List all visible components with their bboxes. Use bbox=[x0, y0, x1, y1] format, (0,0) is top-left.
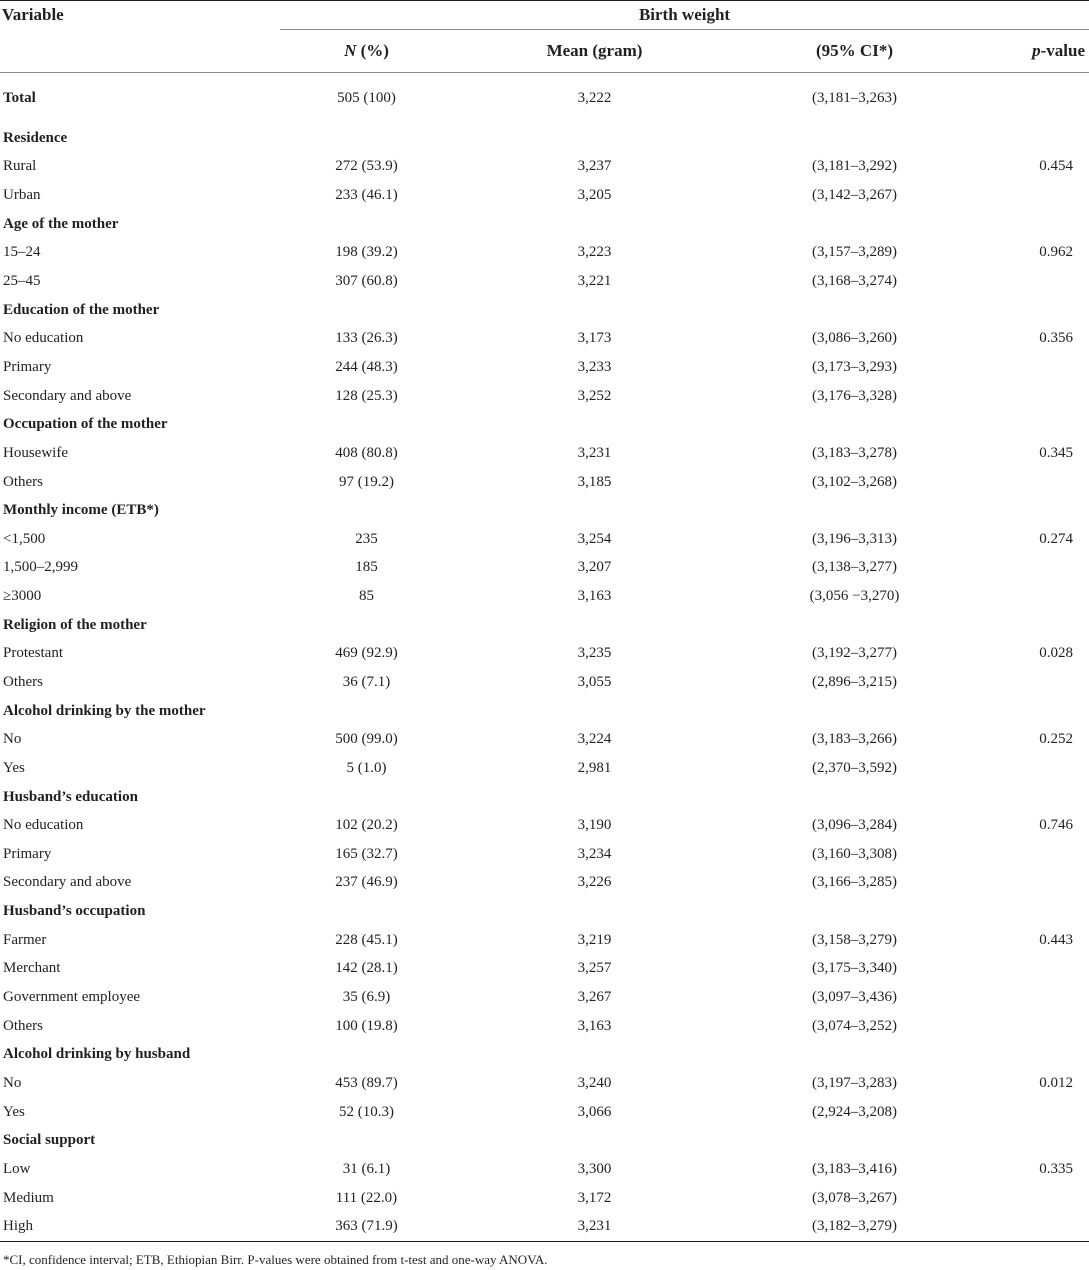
table-row bbox=[0, 582, 1089, 611]
row-ci: (3,183–3,416) bbox=[812, 1160, 897, 1177]
row-label: Others bbox=[3, 1017, 43, 1034]
row-pvalue bbox=[973, 210, 1089, 239]
row-n: 233 (46.1) bbox=[335, 187, 398, 204]
row-ci: (3,096–3,284) bbox=[812, 817, 897, 834]
header-mean: Mean (gram) bbox=[453, 30, 736, 73]
row-n: 363 (71.9) bbox=[280, 1212, 453, 1241]
row-n: 235 bbox=[355, 530, 378, 547]
table-row bbox=[0, 783, 1089, 812]
row-pvalue: 0.454 bbox=[1039, 158, 1074, 175]
table-row bbox=[0, 382, 1089, 411]
row-pvalue bbox=[973, 840, 1089, 869]
row-mean: 3,300 bbox=[577, 1160, 612, 1177]
row-ci bbox=[736, 124, 973, 153]
row-pvalue bbox=[973, 1041, 1089, 1070]
row-ci: (2,896–3,215) bbox=[812, 673, 897, 690]
header-birth-weight: Birth weight bbox=[280, 1, 1089, 30]
row-pvalue bbox=[973, 955, 1089, 984]
row-ci bbox=[736, 1041, 973, 1070]
row-mean: 3,219 bbox=[577, 931, 612, 948]
row-label: Merchant bbox=[3, 960, 61, 977]
row-n bbox=[280, 496, 453, 525]
row-mean bbox=[453, 210, 736, 239]
row-mean bbox=[453, 410, 736, 439]
row-mean: 3,222 bbox=[577, 90, 612, 106]
header-ci: (95% CI*) bbox=[736, 30, 973, 73]
row-n: 453 (89.7) bbox=[335, 1074, 398, 1091]
row-pvalue bbox=[973, 267, 1089, 296]
row-pvalue bbox=[973, 554, 1089, 583]
row-label: Housewife bbox=[3, 444, 68, 461]
row-label: 25–45 bbox=[3, 273, 41, 290]
row-n bbox=[280, 410, 453, 439]
table-row bbox=[0, 754, 1089, 783]
row-pvalue bbox=[973, 1212, 1089, 1241]
row-ci: (3,175–3,340) bbox=[812, 960, 897, 977]
row-pvalue bbox=[973, 668, 1089, 697]
row-ci bbox=[736, 897, 973, 926]
table-row bbox=[0, 124, 1089, 153]
row-label: No bbox=[3, 731, 22, 748]
row-pvalue bbox=[973, 611, 1089, 640]
row-label: No education bbox=[3, 817, 84, 834]
table-row bbox=[0, 496, 1089, 525]
row-mean: 3,257 bbox=[577, 960, 612, 977]
table-row bbox=[0, 296, 1089, 325]
row-ci: (3,142–3,267) bbox=[812, 187, 897, 204]
row-pvalue: 0.252 bbox=[1039, 731, 1074, 748]
table-row bbox=[0, 697, 1089, 726]
table-row bbox=[0, 267, 1089, 296]
table-row bbox=[0, 955, 1089, 984]
row-n: 52 (10.3) bbox=[339, 1103, 394, 1120]
row-n: 198 (39.2) bbox=[335, 244, 398, 261]
row-label: No bbox=[3, 1074, 22, 1091]
row-mean: 3,234 bbox=[577, 845, 612, 862]
row-n: 102 (20.2) bbox=[335, 817, 398, 834]
table-row bbox=[0, 1012, 1089, 1041]
row-label: ≥3000 bbox=[3, 588, 42, 605]
table-row bbox=[0, 668, 1089, 697]
row-label: Medium bbox=[3, 1189, 54, 1206]
table-row bbox=[0, 869, 1089, 898]
table-row bbox=[0, 1155, 1089, 1184]
row-pvalue bbox=[973, 124, 1089, 153]
row-label: Education of the mother bbox=[3, 301, 160, 318]
row-label: Occupation of the mother bbox=[3, 416, 168, 433]
row-ci: (3,160–3,308) bbox=[812, 845, 897, 862]
row-n bbox=[280, 210, 453, 239]
row-mean: 3,066 bbox=[577, 1103, 612, 1120]
row-label: Alcohol drinking by the mother bbox=[3, 702, 206, 719]
row-pvalue: 0.335 bbox=[1039, 1160, 1074, 1177]
table-row bbox=[0, 811, 1089, 840]
table-body bbox=[0, 73, 1089, 1242]
row-mean bbox=[453, 496, 736, 525]
row-pvalue: 0.962 bbox=[1039, 244, 1074, 261]
table-row bbox=[0, 410, 1089, 439]
row-ci: (3,078–3,267) bbox=[812, 1189, 897, 1206]
row-n: 165 (32.7) bbox=[335, 845, 398, 862]
row-n: 185 bbox=[355, 559, 378, 576]
row-ci: (2,924–3,208) bbox=[812, 1103, 897, 1120]
row-n: 469 (92.9) bbox=[335, 645, 398, 662]
row-pvalue bbox=[973, 296, 1089, 325]
row-n bbox=[280, 1041, 453, 1070]
row-label: Primary bbox=[3, 845, 52, 862]
table-row bbox=[0, 324, 1089, 353]
row-ci: (3,181–3,292) bbox=[812, 158, 897, 175]
header-n-letter: N bbox=[344, 41, 357, 60]
row-mean: 3,233 bbox=[577, 358, 612, 375]
table-row bbox=[0, 1184, 1089, 1213]
row-label: Religion of the mother bbox=[3, 616, 147, 633]
table-row bbox=[0, 1098, 1089, 1127]
row-pvalue: 0.012 bbox=[1039, 1074, 1074, 1091]
row-mean: 3,221 bbox=[577, 273, 612, 290]
row-label: Government employee bbox=[3, 989, 141, 1006]
row-ci: (3,181–3,263) bbox=[812, 90, 897, 106]
row-n bbox=[280, 611, 453, 640]
row-ci bbox=[736, 1126, 973, 1155]
row-ci: (3,196–3,313) bbox=[812, 530, 897, 547]
footnote: *CI, confidence interval; ETB, Ethiopian Birr. P-values were obtained from t-test and one-way ANOVA. bbox=[3, 1252, 548, 1267]
row-label: Low bbox=[3, 1160, 31, 1177]
row-pvalue: 0.746 bbox=[1039, 817, 1074, 834]
row-ci: (3,183–3,266) bbox=[812, 731, 897, 748]
header-row-1 bbox=[0, 1, 1089, 30]
row-mean: 3,231 bbox=[453, 1212, 736, 1241]
row-mean: 3,172 bbox=[577, 1189, 612, 1206]
row-ci: (3,097–3,436) bbox=[812, 989, 897, 1006]
row-n: 97 (19.2) bbox=[339, 473, 394, 490]
row-pvalue bbox=[973, 983, 1089, 1012]
table-row bbox=[0, 1069, 1089, 1098]
row-mean: 3,240 bbox=[577, 1074, 612, 1091]
row-ci bbox=[736, 697, 973, 726]
row-n: 408 (80.8) bbox=[335, 444, 398, 461]
row-label: 15–24 bbox=[3, 244, 41, 261]
row-n: 36 (7.1) bbox=[342, 673, 391, 690]
row-label: Secondary and above bbox=[3, 874, 132, 891]
row-n bbox=[280, 897, 453, 926]
row-n: 272 (53.9) bbox=[335, 158, 398, 175]
row-n: 228 (45.1) bbox=[335, 931, 398, 948]
row-ci: (3,086–3,260) bbox=[812, 330, 897, 347]
row-label: Yes bbox=[3, 1103, 25, 1120]
row-n: 35 (6.9) bbox=[342, 989, 391, 1006]
row-ci: (3,182–3,279) bbox=[736, 1212, 973, 1241]
row-n: 128 (25.3) bbox=[335, 387, 398, 404]
row-pvalue: 0.356 bbox=[1039, 330, 1074, 347]
row-n bbox=[280, 124, 453, 153]
table-row bbox=[0, 73, 1089, 125]
table-row bbox=[0, 611, 1089, 640]
table-row bbox=[0, 525, 1089, 554]
row-pvalue bbox=[973, 1098, 1089, 1127]
table-row bbox=[0, 153, 1089, 182]
row-n: 505 (100) bbox=[337, 90, 396, 106]
row-ci: (3,102–3,268) bbox=[812, 473, 897, 490]
row-label: Husband’s occupation bbox=[3, 903, 146, 920]
header-pvalue: p-value bbox=[973, 30, 1089, 73]
row-pvalue bbox=[973, 1012, 1089, 1041]
row-mean: 3,055 bbox=[577, 673, 612, 690]
row-pvalue bbox=[973, 382, 1089, 411]
header-variable: Variable bbox=[0, 1, 280, 30]
row-ci: (3,056 −3,270) bbox=[809, 588, 900, 605]
row-pvalue bbox=[973, 754, 1089, 783]
row-pvalue bbox=[973, 468, 1089, 497]
row-label: Urban bbox=[3, 187, 41, 204]
row-mean: 2,981 bbox=[577, 759, 612, 776]
row-ci: (3,183–3,278) bbox=[812, 444, 897, 461]
row-n bbox=[280, 1126, 453, 1155]
row-ci: (3,158–3,279) bbox=[812, 931, 897, 948]
row-label: 1,500–2,999 bbox=[3, 559, 78, 576]
row-n: 100 (19.8) bbox=[335, 1017, 398, 1034]
row-mean: 3,163 bbox=[577, 1017, 612, 1034]
row-ci bbox=[736, 296, 973, 325]
row-label: Alcohol drinking by husband bbox=[3, 1046, 191, 1063]
row-ci: (2,370–3,592) bbox=[812, 759, 897, 776]
row-mean: 3,190 bbox=[577, 817, 612, 834]
row-ci: (3,176–3,328) bbox=[812, 387, 897, 404]
row-ci bbox=[736, 783, 973, 812]
row-mean: 3,235 bbox=[577, 645, 612, 662]
table-row bbox=[0, 897, 1089, 926]
row-mean: 3,254 bbox=[577, 530, 612, 547]
row-mean: 3,231 bbox=[577, 444, 612, 461]
row-n: 85 bbox=[359, 588, 374, 605]
row-mean: 3,224 bbox=[577, 731, 612, 748]
row-label: High bbox=[0, 1212, 280, 1241]
row-pvalue: 0.274 bbox=[1039, 530, 1074, 547]
row-label: <1,500 bbox=[3, 530, 46, 547]
row-mean: 3,173 bbox=[577, 330, 612, 347]
row-label: Social support bbox=[3, 1132, 96, 1149]
row-label: Secondary and above bbox=[3, 387, 132, 404]
row-mean bbox=[453, 1041, 736, 1070]
row-pvalue bbox=[973, 582, 1089, 611]
row-pvalue bbox=[973, 353, 1089, 382]
row-mean bbox=[453, 296, 736, 325]
row-n: 111 (22.0) bbox=[335, 1189, 398, 1206]
table-row bbox=[0, 840, 1089, 869]
row-n: 31 (6.1) bbox=[342, 1160, 391, 1177]
row-ci: (3,138–3,277) bbox=[812, 559, 897, 576]
row-ci: (3,192–3,277) bbox=[812, 645, 897, 662]
row-ci bbox=[736, 410, 973, 439]
row-pvalue bbox=[973, 496, 1089, 525]
row-pvalue: 0.028 bbox=[1039, 645, 1074, 662]
row-n: 307 (60.8) bbox=[335, 273, 398, 290]
table-row bbox=[0, 1041, 1089, 1070]
row-label: Primary bbox=[3, 358, 52, 375]
table-row bbox=[0, 239, 1089, 268]
row-mean: 3,207 bbox=[577, 559, 612, 576]
row-ci: (3,157–3,289) bbox=[812, 244, 897, 261]
row-n: 244 (48.3) bbox=[335, 358, 398, 375]
row-mean bbox=[453, 1126, 736, 1155]
table-row bbox=[0, 353, 1089, 382]
row-pvalue: 0.345 bbox=[1039, 444, 1074, 461]
row-ci: (3,166–3,285) bbox=[812, 874, 897, 891]
table-row bbox=[0, 640, 1089, 669]
row-label: Husband’s education bbox=[3, 788, 138, 805]
row-mean bbox=[453, 783, 736, 812]
row-pvalue bbox=[973, 181, 1089, 210]
row-ci: (3,197–3,283) bbox=[812, 1074, 897, 1091]
row-mean: 3,205 bbox=[577, 187, 612, 204]
row-mean: 3,267 bbox=[577, 989, 612, 1006]
row-pvalue bbox=[973, 410, 1089, 439]
row-mean: 3,226 bbox=[577, 874, 612, 891]
table-row bbox=[0, 210, 1089, 239]
row-pvalue: 0.443 bbox=[1039, 931, 1074, 948]
table-row bbox=[0, 554, 1089, 583]
table-row bbox=[0, 983, 1089, 1012]
row-label: Total bbox=[3, 90, 36, 106]
row-pvalue bbox=[973, 1184, 1089, 1213]
table-row bbox=[0, 468, 1089, 497]
row-n: 5 (1.0) bbox=[346, 759, 387, 776]
table-row bbox=[0, 926, 1089, 955]
row-mean: 3,163 bbox=[577, 588, 612, 605]
row-pvalue bbox=[973, 1126, 1089, 1155]
row-mean: 3,185 bbox=[577, 473, 612, 490]
header-n-percent: N (%) bbox=[280, 30, 453, 73]
header-row-2 bbox=[0, 30, 1089, 73]
row-mean bbox=[453, 697, 736, 726]
row-n: 142 (28.1) bbox=[335, 960, 398, 977]
row-mean: 3,223 bbox=[577, 244, 612, 261]
row-ci bbox=[736, 496, 973, 525]
table-row bbox=[0, 181, 1089, 210]
table-row bbox=[0, 439, 1089, 468]
row-mean bbox=[453, 124, 736, 153]
row-n: 133 (26.3) bbox=[335, 330, 398, 347]
row-label: No education bbox=[3, 330, 84, 347]
row-pvalue bbox=[973, 73, 1089, 125]
row-label: Farmer bbox=[3, 931, 47, 948]
row-mean bbox=[453, 611, 736, 640]
row-ci: (3,074–3,252) bbox=[812, 1017, 897, 1034]
row-label: Protestant bbox=[3, 645, 63, 662]
row-ci: (3,168–3,274) bbox=[812, 273, 897, 290]
row-mean: 3,237 bbox=[577, 158, 612, 175]
row-label: Others bbox=[3, 673, 43, 690]
table-row bbox=[0, 1126, 1089, 1155]
row-n: 500 (99.0) bbox=[335, 731, 398, 748]
table-row bbox=[0, 725, 1089, 754]
row-mean bbox=[453, 897, 736, 926]
table-row bbox=[0, 1212, 1089, 1241]
row-label: Yes bbox=[3, 759, 25, 776]
row-pvalue bbox=[973, 697, 1089, 726]
row-label: Others bbox=[3, 473, 43, 490]
row-pvalue bbox=[973, 783, 1089, 812]
row-n bbox=[280, 697, 453, 726]
row-mean: 3,252 bbox=[577, 387, 612, 404]
row-n bbox=[280, 296, 453, 325]
row-n: 237 (46.9) bbox=[335, 874, 398, 891]
row-label: Rural bbox=[3, 158, 37, 175]
row-label: Age of the mother bbox=[3, 215, 119, 232]
row-pvalue bbox=[973, 869, 1089, 898]
row-n bbox=[280, 783, 453, 812]
row-ci bbox=[736, 611, 973, 640]
row-ci: (3,173–3,293) bbox=[812, 358, 897, 375]
row-pvalue bbox=[973, 897, 1089, 926]
row-ci bbox=[736, 210, 973, 239]
row-label: Residence bbox=[3, 129, 68, 146]
row-label: Monthly income (ETB*) bbox=[3, 502, 159, 519]
